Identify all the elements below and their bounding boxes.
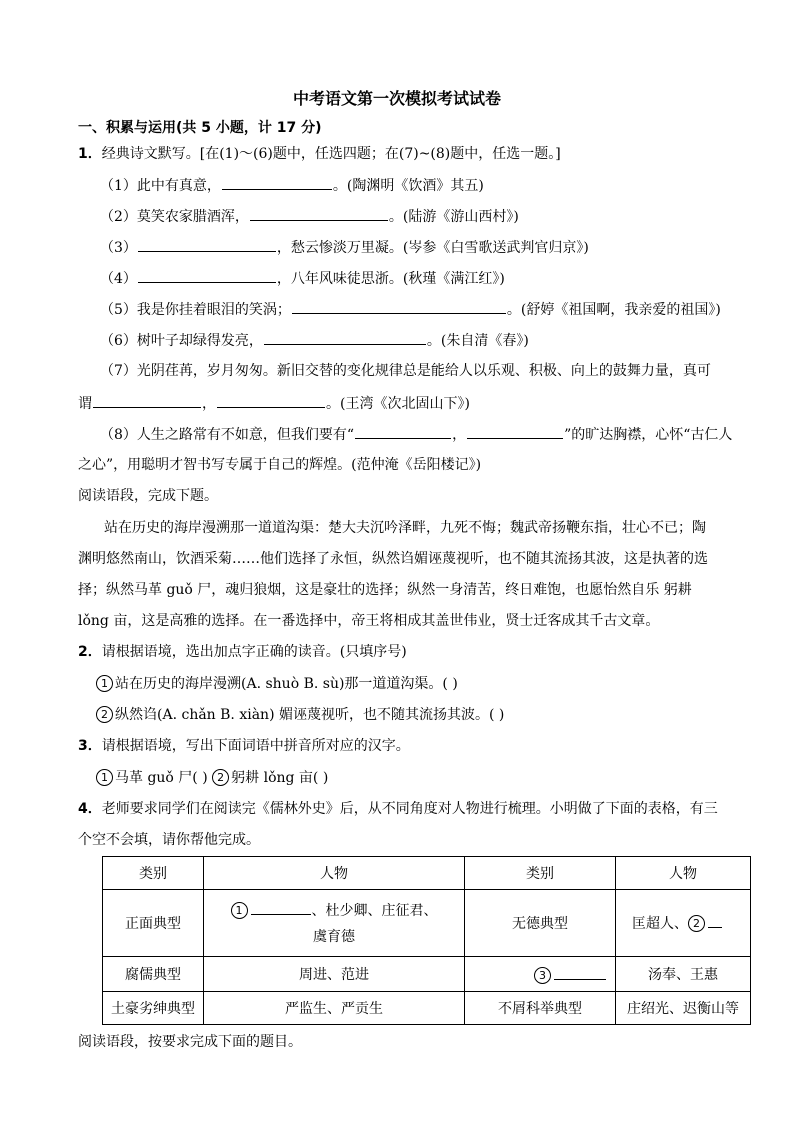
item-text: ”的旷达胸襟，心怀“古仁人 bbox=[564, 427, 733, 443]
item-source: ，愁云惨淡万里凝。(岑参《白雪歌送武判官归京》) bbox=[276, 240, 589, 256]
answer-blank[interactable] bbox=[138, 268, 276, 283]
question-text: 经典诗文默写。[在(1)～(6)题中，任选四题；在(7)~(8)题中，任选一题。] bbox=[101, 146, 561, 162]
table-cell: 无德典型 bbox=[465, 890, 616, 957]
answer-blank[interactable] bbox=[250, 206, 388, 221]
answer-blank[interactable] bbox=[467, 424, 563, 439]
circled-number-icon: 2 bbox=[96, 706, 113, 723]
table-row bbox=[103, 957, 751, 992]
item-source: 。(陆游《游山西村》) bbox=[388, 209, 519, 225]
q1-item-8-line1 bbox=[100, 424, 732, 445]
cell-text: 、杜少卿、庄征君、 bbox=[311, 903, 438, 919]
q1-item-1 bbox=[100, 175, 484, 196]
question-number: 2． bbox=[78, 644, 102, 660]
section-heading: 一、积累与运用(共 5 小题，计 17 分) bbox=[78, 120, 322, 136]
table-header: 类别 bbox=[103, 857, 204, 890]
item-text: （3） bbox=[100, 240, 137, 256]
item-text: （5）我是你挂着眼泪的笑涡； bbox=[100, 302, 291, 318]
passage-line: 渊明悠然南山，饮酒采菊……他们选择了永恒，纵然诌媚诬蔑视听，也不随其流扬其波，这是执著的选 bbox=[78, 551, 708, 567]
character-table bbox=[102, 856, 751, 1025]
q1-item-8-line2: 之心”，用聪明才智书写专属于自己的辉煌。(范仲淹《岳阳楼记》) bbox=[78, 457, 482, 473]
item-source: 。(朱自清《春》) bbox=[426, 333, 529, 349]
answer-blank[interactable] bbox=[292, 299, 506, 314]
item-text: （6）树叶子却绿得发亮， bbox=[100, 333, 263, 349]
option-text: 站在历史的海岸漫溯(A. shuò B. sù)那一道道沟渠。( ) bbox=[115, 676, 458, 692]
circled-number-icon: 1 bbox=[96, 769, 113, 786]
answer-blank[interactable] bbox=[222, 175, 332, 190]
circled-number-icon: 3 bbox=[534, 967, 551, 984]
question-2-stem bbox=[78, 642, 407, 662]
circled-number-icon: 1 bbox=[96, 675, 113, 692]
q1-item-7-line2 bbox=[78, 393, 470, 414]
item-text: （2）莫笑农家腊酒浑， bbox=[100, 209, 249, 225]
option-text: 纵然诌(A. chǎn B. xiàn) 媚诬蔑视听，也不随其流扬其波。( ) bbox=[115, 707, 505, 723]
table-header: 人物 bbox=[204, 857, 465, 890]
table-header-row bbox=[103, 857, 751, 890]
passage-line: lǒng 亩，这是高雅的选择。在一番选择中，帝王将相成其盖世伟业，贤士迁客成其千古文章。 bbox=[78, 613, 660, 629]
table-cell: 周进、范进 bbox=[204, 957, 465, 992]
table-header: 类别 bbox=[465, 857, 616, 890]
question-text: 请根据语境，写出下面词语中拼音所对应的汉字。 bbox=[101, 738, 410, 754]
table-row bbox=[103, 992, 751, 1025]
table-cell: 庄绍光、迟衡山等 bbox=[616, 992, 751, 1025]
q1-item-2 bbox=[100, 206, 519, 227]
q2-option-2 bbox=[96, 705, 504, 725]
table-row bbox=[103, 890, 751, 957]
circled-number-icon: 1 bbox=[231, 902, 248, 919]
table-cell: 不屑科举典型 bbox=[465, 992, 616, 1025]
answer-blank[interactable] bbox=[93, 393, 201, 408]
passage-line: 择；纵然马革 guǒ 尸，魂归狼烟，这是豪壮的选择；纵然一身清苦，终日难饱，也愿怡然自乐 躬耕 bbox=[78, 582, 692, 598]
table-cell: 汤奉、王惠 bbox=[616, 957, 751, 992]
item-text: ， bbox=[452, 427, 467, 443]
circled-number-icon: 2 bbox=[212, 769, 229, 786]
answer-blank[interactable] bbox=[251, 900, 311, 915]
reading-intro: 阅读语段，完成下题。 bbox=[78, 488, 218, 504]
table-cell: 腐儒典型 bbox=[103, 957, 204, 992]
question-number: 1． bbox=[78, 146, 102, 162]
q1-item-4 bbox=[100, 268, 505, 289]
q1-item-3 bbox=[100, 237, 589, 258]
question-3-stem bbox=[78, 736, 410, 756]
item-source: 。(舒婷《祖国啊，我亲爱的祖国》) bbox=[506, 302, 721, 318]
table-cell bbox=[465, 957, 616, 992]
answer-blank[interactable] bbox=[217, 393, 325, 408]
table-cell: 土豪劣绅典型 bbox=[103, 992, 204, 1025]
item-text: ， bbox=[202, 396, 216, 412]
item-text: （1）此中有真意， bbox=[100, 178, 221, 194]
q1-item-5 bbox=[100, 299, 721, 320]
question-1-stem bbox=[78, 144, 561, 164]
item-text: （4） bbox=[100, 271, 137, 287]
reading-intro: 阅读语段，按要求完成下面的题目。 bbox=[78, 1034, 302, 1050]
table-header: 人物 bbox=[616, 857, 751, 890]
question-number: 3． bbox=[78, 738, 102, 754]
answer-blank[interactable] bbox=[708, 913, 722, 928]
q3-options bbox=[96, 768, 328, 788]
q2-option-1 bbox=[96, 674, 458, 694]
cell-text: 虞育德 bbox=[313, 929, 355, 945]
question-number: 4． bbox=[78, 801, 102, 817]
passage-line: 站在历史的海岸漫溯那一道道沟渠：楚大夫沉吟泽畔，九死不悔；魏武帝扬鞭东指，壮心不已；陶 bbox=[104, 520, 706, 536]
table-cell bbox=[204, 890, 465, 957]
option-text: 马革 guǒ 尸( ) bbox=[115, 770, 208, 786]
item-text: 谓 bbox=[78, 396, 92, 412]
table-cell bbox=[616, 890, 751, 957]
page-title: 中考语文第一次模拟考试试卷 bbox=[292, 89, 501, 108]
table-cell: 严监生、严贡生 bbox=[204, 992, 465, 1025]
item-text: （8）人生之路常有不如意，但我们要有“ bbox=[100, 427, 355, 443]
circled-number-icon: 2 bbox=[688, 915, 705, 932]
question-4-stem bbox=[78, 799, 718, 819]
item-source: ，八年风味徒思浙。(秋瑾《满江红》) bbox=[276, 271, 505, 287]
table-cell: 正面典型 bbox=[103, 890, 204, 957]
q1-item-7-line1: （7）光阴荏苒，岁月匆匆。新旧交替的变化规律总是能给人以乐观、积极、向上的鼓舞力量，真可 bbox=[100, 363, 711, 379]
item-source: 。(陶渊明《饮酒》其五) bbox=[332, 178, 484, 194]
question-4-stem-line2: 个空不会填，请你帮他完成。 bbox=[78, 832, 260, 848]
answer-blank[interactable] bbox=[554, 965, 606, 980]
question-text: 老师要求同学们在阅读完《儒林外史》后，从不同角度对人物进行梳理。小明做了下面的表格，有三 bbox=[101, 801, 718, 817]
answer-blank[interactable] bbox=[138, 237, 276, 252]
question-text: 请根据语境，选出加点字正确的读音。(只填序号) bbox=[101, 644, 407, 660]
item-source: 。(王湾《次北固山下》) bbox=[326, 396, 470, 412]
answer-blank[interactable] bbox=[355, 424, 451, 439]
cell-text: 匡超人、 bbox=[632, 916, 688, 932]
option-text: 躬耕 lǒng 亩( ) bbox=[231, 770, 329, 786]
q1-item-6 bbox=[100, 330, 529, 351]
answer-blank[interactable] bbox=[264, 330, 426, 345]
